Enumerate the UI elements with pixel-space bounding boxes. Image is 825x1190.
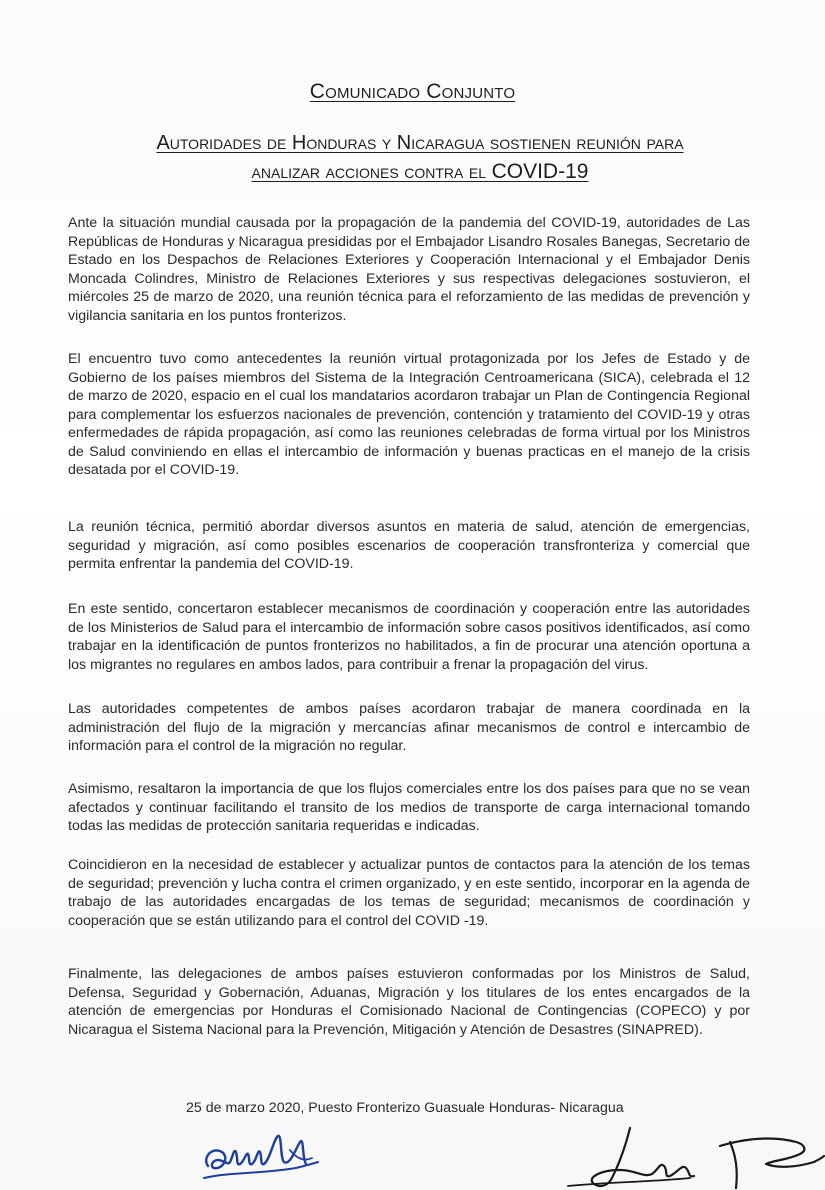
document-subtitle-line-2	[40, 160, 800, 184]
paragraph-5: Las autoridades competentes de ambos países acordaron trabajar de manera coordinada en la administración del flujo de la migración y mercancías afinar mecanismos de control e intercambio de información para el control de la migración no regular.	[68, 701, 750, 754]
document-subtitle-line-1: Autoridades de Honduras y Nicaragua sostienen reunión para	[156, 132, 684, 154]
paragraph-6: Asimismo, resaltaron la importancia de que los flujos comerciales entre los dos países para que no se vean afectados y continuar facilitando el transito de los medios de transporte de carga internacional tomando todas las medidas de protección sanitaria requeridas e indicadas.	[68, 781, 750, 834]
paragraph-3: La reunión técnica, permitió abordar diversos asuntos en materia de salud, atención de emergencias, seguridad y migración, así como posibles escenarios de cooperación transfronteriza y comercial que permita enfrentar la pandemia del COVID-19.	[68, 519, 750, 572]
subtitle-emphasis: COVID-19	[491, 160, 589, 183]
subtitle-prefix: analizar acciones contra el	[251, 161, 487, 183]
document-title: Comunicado Conjunto	[309, 80, 516, 103]
signature-left-icon	[200, 1118, 330, 1188]
paragraph-8: Finalmente, las delegaciones de ambos países estuvieron conformadas por los Ministros de Salud, Defensa, Seguridad y Gobernación, Aduanas, Migración y los titulares de los entes encargados de la atención de emergencias por Honduras el Comisionado Nacional de Contingencias (COPECO) y por Nicaragua el Sistema Nacional para la Prevención, Mitigación y Atención de Desastres (SINAPRED).	[68, 966, 750, 1038]
signing-place-date: 25 de marzo 2020, Puesto Fronterizo Guasuale Honduras- Nicaragua	[186, 1100, 624, 1116]
paragraph-1: Ante la situación mundial causada por la propagación de la pandemia del COVID-19, autoridades de Las Repúblicas de Honduras y Nicaragua presididas por el Embajador Lisandro Rosales Banegas, Secretario de Estado en los Despachos de Relaciones Exteriores y Cooperación Internacional y el Embajador Denis Moncada Colindres, Ministro de Relaciones Exteriores y sus respectivas delegaciones sostuvieron, el miércoles 25 de marzo de 2020, una reunión técnica para el reforzamiento de las medidas de prevención y vigilancia sanitaria en los puntos fronterizos.	[68, 215, 750, 324]
signature-right-icon	[560, 1108, 825, 1190]
paragraph-4: En este sentido, concertaron establecer mecanismos de coordinación y cooperación entre las autoridades de los Ministerios de Salud para el intercambio de información sobre casos positivos identificados, así como trabajar en la identificación de puntos fronterizos no habilitados, a fin de procurar una atención oportuna a los migrantes no regulares en ambos lados, para contribuir a frenar la propagación del virus.	[68, 601, 750, 673]
paragraph-7: Coincidieron en la necesidad de establecer y actualizar puntos de contactos para la atención de los temas de seguridad; prevención y lucha contra el crimen organizado, y en este sentido, incorporar en la agenda de trabajo de las autoridades encargadas de los temas de seguridad; mecanismos de coordinación y cooperación que se están utilizando para el control del COVID -19.	[68, 857, 750, 929]
paragraph-2: El encuentro tuvo como antecedentes la reunión virtual protagonizada por los Jefes de Estado y de Gobierno de los países miembros del Sistema de la Integración Centroamericana (SICA), celebrada el 12 de marzo de 2020, espacio en el cual los mandatarios acordaron trabajar un Plan de Contingencia Regional para complementar los esfuerzos nacionales de prevención, contención y tratamiento del COVID-19 y otras enfermedades de rápida propagación, así como las reuniones celebradas de forma virtual por los Ministros de Salud conviniendo en ellas el intercambio de información y buenas practicas en el manejo de la crisis desatada por el COVID-19.	[68, 351, 750, 478]
